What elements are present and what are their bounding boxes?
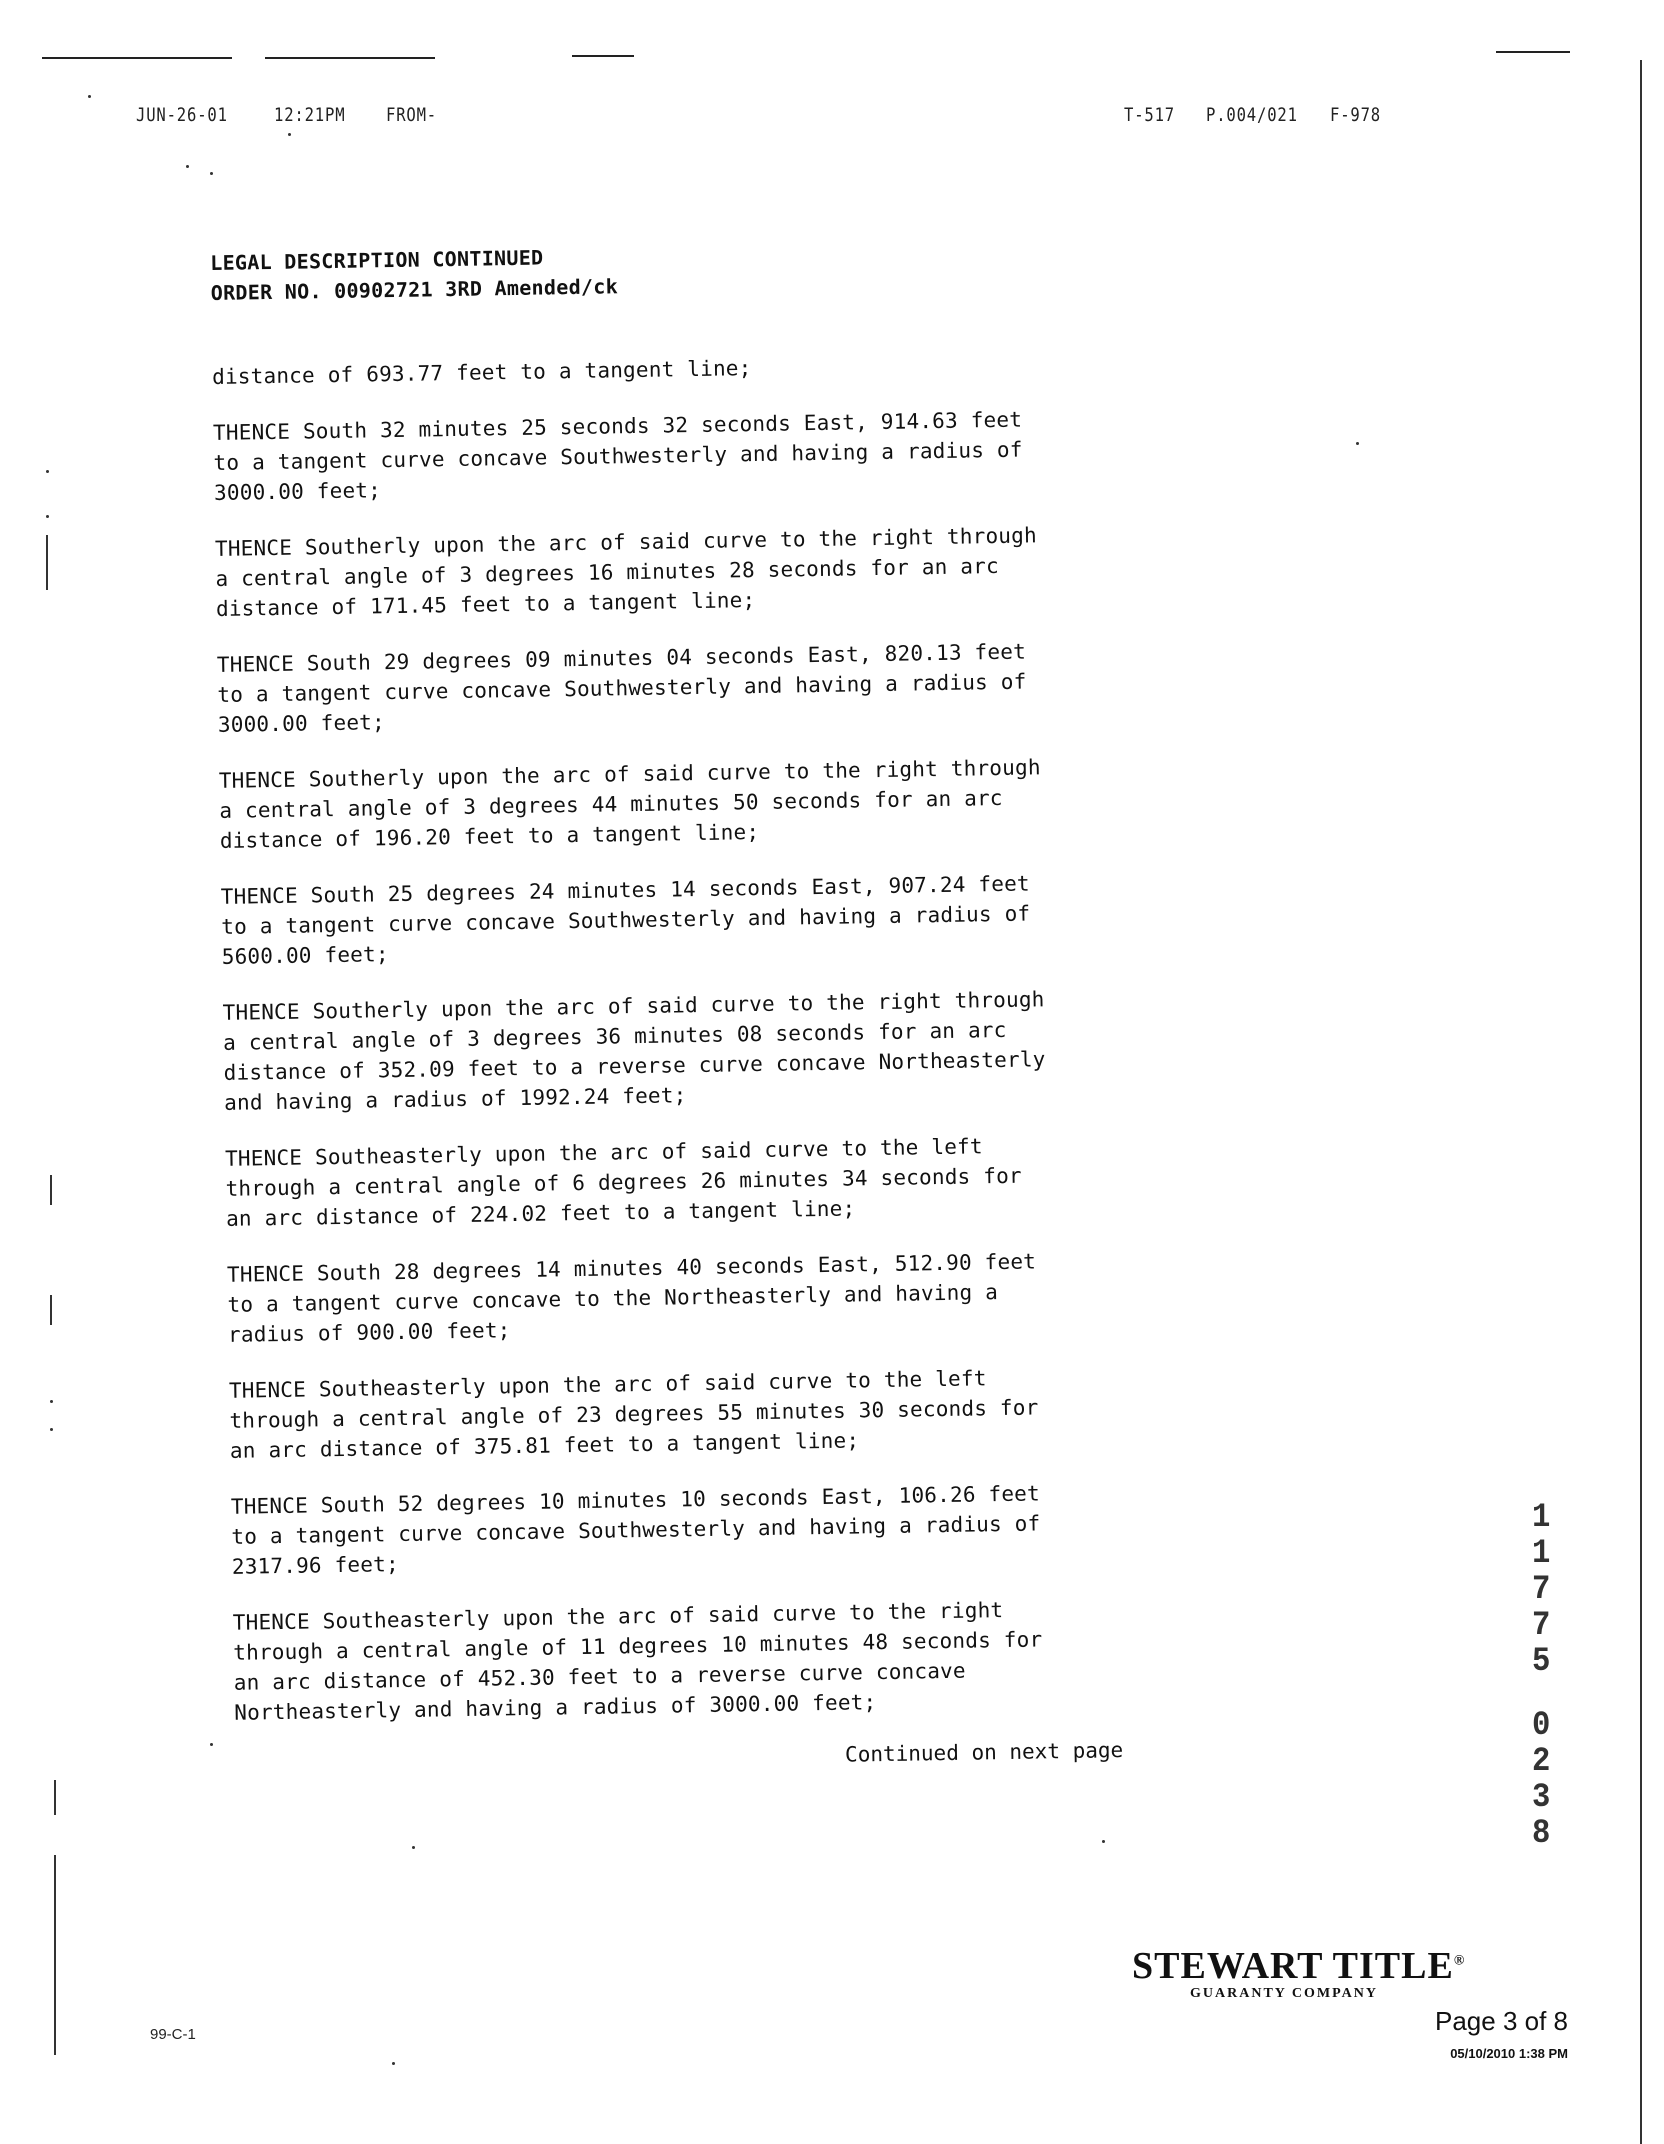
scan-dot xyxy=(210,1743,213,1746)
paragraph: THENCE Southeasterly upon the arc of said curve to the left through a central angle of 6 degrees 26 minutes 34 seconds for an arc distance of 224.02 feet to a tangent line; xyxy=(224,1134,1022,1231)
paragraph: THENCE Southerly upon the arc of said curve to the right through a central angle of 3 degrees 36 minutes 08 seconds for an arc distance of 352.09 feet to a reverse curve concave Northeasterly and having a radius of 1992.24 feet; xyxy=(222,987,1046,1115)
fax-from: FROM- xyxy=(386,104,438,126)
paragraph: THENCE Southeasterly upon the arc of said curve to the right through a central angle of 11 degrees 10 minutes 48 seconds for an arc distance of 452.30 feet to a reverse curve concave Northeasterly and having a radius of 3000.00 feet; xyxy=(232,1598,1043,1725)
scan-dot xyxy=(50,1400,53,1403)
scan-dot xyxy=(392,2062,395,2065)
recording-digit: 7 xyxy=(1531,1571,1551,1609)
paragraph: THENCE Southerly upon the arc of said curve to the right through a central angle of 3 degrees 16 minutes 28 seconds for an arc distance of 171.45 feet to a tangent line; xyxy=(214,523,1038,621)
scan-dot xyxy=(50,1428,53,1431)
form-code: 99-C-1 xyxy=(150,2026,196,2043)
recording-digit: 1 xyxy=(1531,1535,1551,1573)
scan-dot xyxy=(288,133,291,136)
scan-dot xyxy=(46,470,49,473)
scan-rule xyxy=(572,55,634,57)
fax-code: F-978 xyxy=(1330,104,1382,126)
fax-page-ref: P.004/021 xyxy=(1206,104,1298,126)
legal-description xyxy=(210,232,1215,1780)
recording-digit: 5 xyxy=(1531,1643,1551,1681)
recording-digit: 0 xyxy=(1531,1707,1551,1745)
fax-transmission-id: T-517 xyxy=(1124,104,1176,126)
paragraph: THENCE South 32 minutes 25 seconds 32 seconds East, 914.63 feet to a tangent curve concave Southwesterly and having a radius of 3000.00 feet; xyxy=(212,407,1023,505)
company-name: STEWART TITLE® xyxy=(1132,1945,1466,1987)
scan-dot xyxy=(1102,1840,1105,1843)
paragraph: THENCE Southerly upon the arc of said curve to the right through a central angle of 3 degrees 44 minutes 50 seconds for an arc distance of 196.20 feet to a tangent line; xyxy=(218,755,1041,853)
scan-dot xyxy=(88,95,91,98)
print-timestamp: 05/10/2010 1:38 PM xyxy=(1450,2046,1568,2061)
paragraph: THENCE South 52 degrees 10 minutes 10 seconds East, 106.26 feet to a tangent curve concave Southwesterly and having a radius of 2317.96 feet; xyxy=(230,1481,1041,1579)
scan-rule xyxy=(1496,51,1570,53)
scan-mark xyxy=(50,1295,52,1325)
recording-digit: 8 xyxy=(1531,1815,1551,1853)
recording-digit: 3 xyxy=(1531,1779,1551,1817)
scan-dot xyxy=(46,515,49,518)
recording-digit: 7 xyxy=(1531,1607,1551,1645)
scan-rule xyxy=(42,57,232,59)
recording-digit: 1 xyxy=(1531,1499,1551,1537)
heading-order-number: ORDER NO. 00902721 3RD Amended/ck xyxy=(210,274,619,305)
scan-rule xyxy=(265,57,435,59)
scan-dot xyxy=(1356,442,1359,445)
scan-mark xyxy=(54,1780,56,1815)
fax-date: JUN-26-01 xyxy=(136,104,228,126)
paragraph: distance of 693.77 feet to a tangent line; xyxy=(211,356,752,389)
fax-time: 12:21PM xyxy=(274,104,346,126)
stewart-title-logo xyxy=(1132,1944,1512,2002)
scan-dot xyxy=(412,1846,415,1849)
registered-mark: ® xyxy=(1453,1953,1466,1969)
company-subtitle: GUARANTY COMPANY xyxy=(1190,1986,1378,2001)
scan-mark xyxy=(46,535,48,590)
paragraph: THENCE South 25 degrees 24 minutes 14 seconds East, 907.24 feet to a tangent curve concave Southwesterly and having a radius of 5600.00 feet; xyxy=(220,871,1031,969)
recording-number xyxy=(1526,1500,1556,1852)
scan-mark xyxy=(54,1855,56,2055)
paragraph: THENCE South 28 degrees 14 minutes 40 seconds East, 512.90 feet to a tangent curve concave to the Northeasterly and having a radius of 900.00 feet; xyxy=(226,1249,1037,1347)
page-number: Page 3 of 8 xyxy=(1435,2006,1568,2036)
continued-notice: Continued on next page xyxy=(844,1738,1124,1767)
paragraph: THENCE South 29 degrees 09 minutes 04 seconds East, 820.13 feet to a tangent curve concave Southwesterly and having a radius of 3000.00 feet; xyxy=(216,639,1027,737)
scan-dot xyxy=(210,172,213,175)
scan-dot xyxy=(186,165,189,168)
paragraph: THENCE Southeasterly upon the arc of said curve to the left through a central angle of 23 degrees 55 minutes 30 seconds for an arc distance of 375.81 feet to a tangent line; xyxy=(228,1366,1039,1463)
page-edge xyxy=(1640,60,1642,2144)
scan-mark xyxy=(50,1175,52,1205)
heading-title: LEGAL DESCRIPTION CONTINUED xyxy=(210,245,544,275)
recording-digit: 2 xyxy=(1531,1743,1551,1781)
